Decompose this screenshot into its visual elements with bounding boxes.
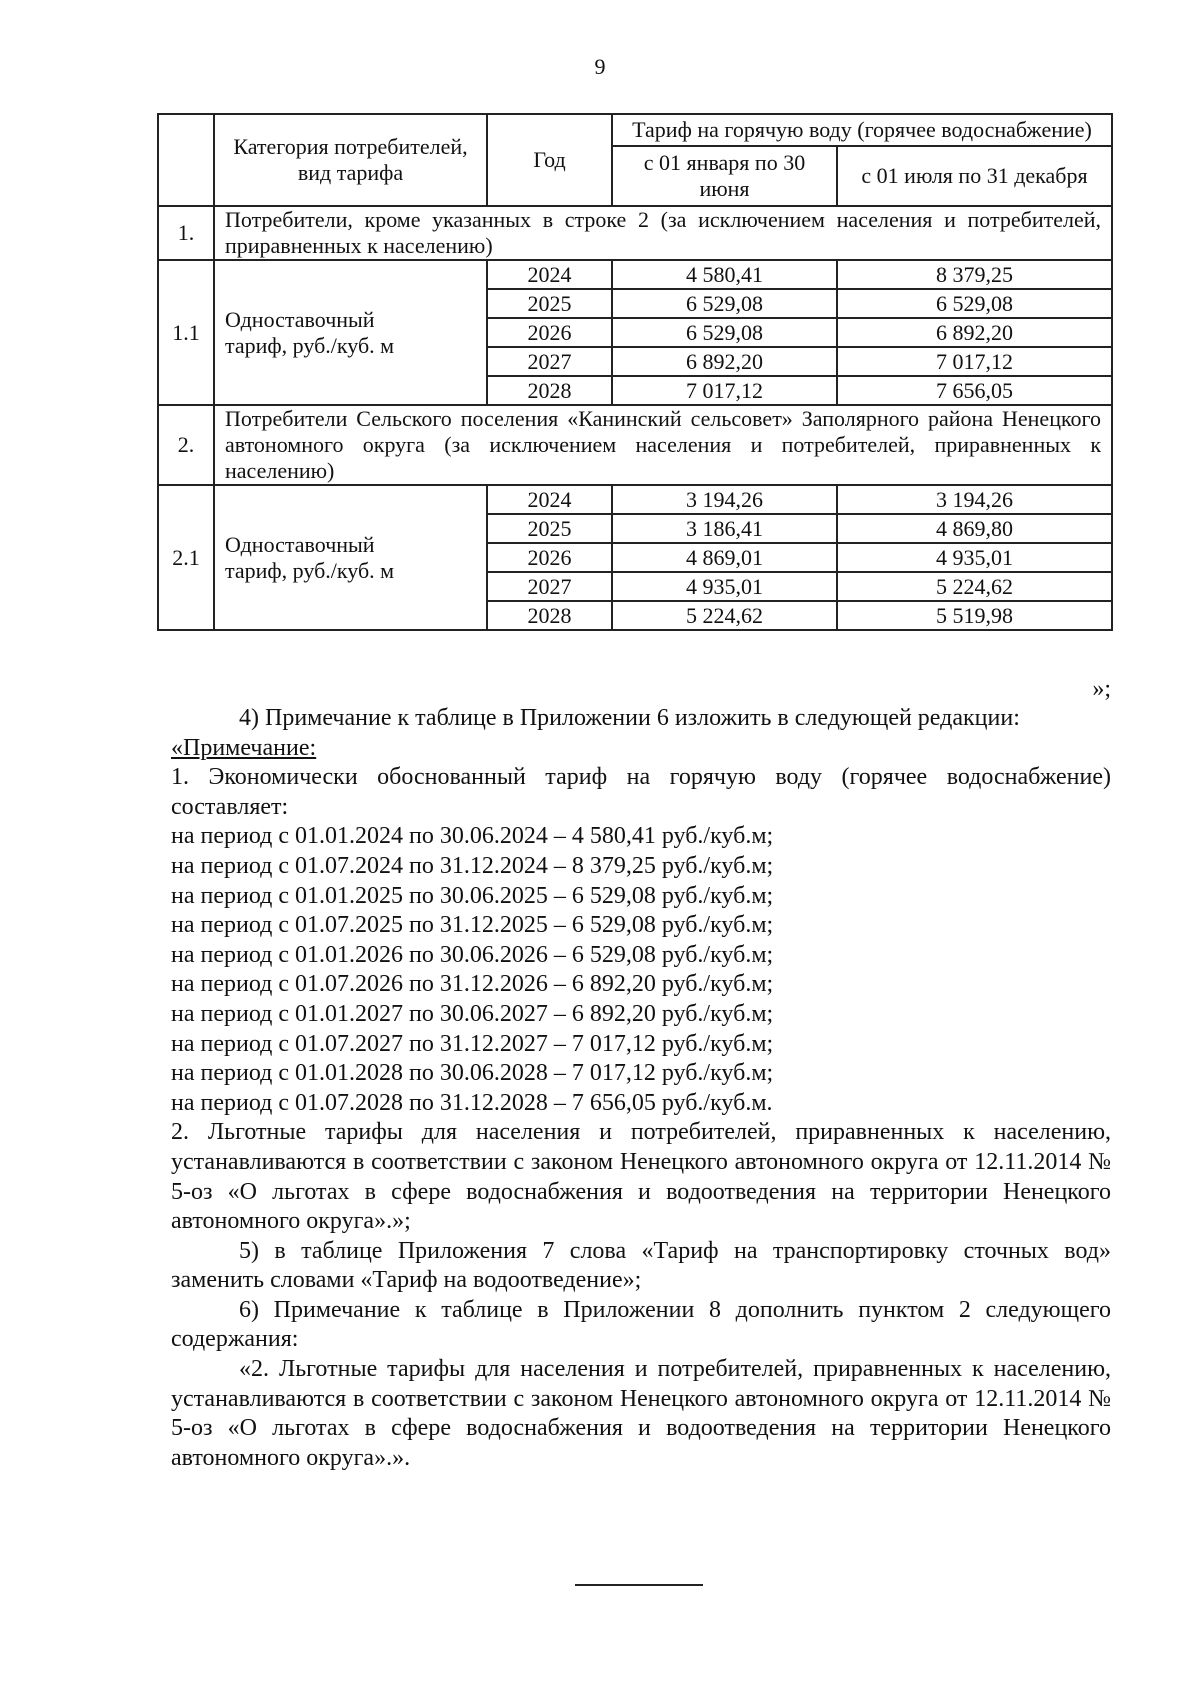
- tariff-value: 5 224,62: [837, 572, 1112, 601]
- period-line: на период с 01.07.2027 по 31.12.2027 – 7 017,12 руб./куб.м;: [171, 1030, 774, 1057]
- period-line: на период с 01.01.2027 по 30.06.2027 – 6 892,20 руб./куб.м;: [171, 1000, 774, 1027]
- table-row: [158, 485, 1112, 514]
- section-title: Потребители Сельского поселения «Канинский сельсовет» Заполярного района Ненецкого автономного округа (за исключением населения и потребителей, приравненных к населению): [214, 405, 1112, 485]
- note-2: 2. Льготные тарифы для населения и потребителей, приравненных к населению, устанавливаются в соответствии с законом Ненецкого автономного округа от 12.11.2014 № 5-оз «О льготах в сфере водоснабжения и водоотведения на территории Ненецкого автономного округа».»;: [171, 1119, 1111, 1235]
- section-number: 1.: [158, 206, 214, 260]
- year-cell: 2026: [487, 543, 612, 572]
- year-cell: 2024: [487, 485, 612, 514]
- tariff-value: 4 869,80: [837, 514, 1112, 543]
- period-list: [171, 822, 1111, 1118]
- note-label: «Примечание:: [171, 734, 317, 761]
- header-tariff-title: Тариф на горячую воду (горячее водоснабжение): [612, 114, 1112, 146]
- item-6: 6) Примечание к таблице в Приложении 8 дополнить пунктом 2 следующего содержания:: [171, 1296, 1111, 1353]
- period-line: на период с 01.01.2026 по 30.06.2026 – 6 529,08 руб./куб.м;: [171, 941, 774, 968]
- note-1: 1. Экономически обоснованный тариф на горячую воду (горячее водоснабжение) составляет:: [171, 764, 1111, 820]
- period-line: на период с 01.07.2028 по 31.12.2028 – 7 656,05 руб./куб.м.: [171, 1089, 773, 1116]
- tariff-value: 6 529,08: [612, 289, 837, 318]
- item-6-quote: «2. Льготные тарифы для населения и потребителей, приравненных к населению, устанавливаются в соответствии с законом Ненецкого автономного округа от 12.11.2014 № 5-оз «О льготах в сфере водоснабжения и водоотведения на территории Ненецкого автономного округа».».: [171, 1356, 1111, 1471]
- tariff-type: Одноставочный тариф, руб./куб. м: [214, 260, 487, 405]
- tariff-value: 5 224,62: [612, 601, 837, 630]
- year-cell: 2028: [487, 601, 612, 630]
- section-title-row: [158, 206, 1112, 260]
- year-cell: 2025: [487, 289, 612, 318]
- period-line: на период с 01.01.2024 по 30.06.2024 – 4 580,41 руб./куб.м;: [171, 823, 774, 850]
- table-row: [158, 260, 1112, 289]
- end-rule: [575, 1584, 703, 1586]
- tariff-value: 6 529,08: [612, 318, 837, 347]
- tariff-value: 5 519,98: [837, 601, 1112, 630]
- period-line: на период с 01.07.2025 по 31.12.2025 – 6 529,08 руб./куб.м;: [171, 912, 774, 939]
- year-cell: 2024: [487, 260, 612, 289]
- tariff-value: 7 017,12: [612, 376, 837, 405]
- tariff-value: 6 529,08: [837, 289, 1112, 318]
- subsection-number: 1.1: [158, 260, 214, 405]
- tariff-value: 6 892,20: [612, 347, 837, 376]
- tariff-value: 8 379,25: [837, 260, 1112, 289]
- section-title: Потребители, кроме указанных в строке 2 (за исключением населения и потребителей, приравненных к населению): [214, 206, 1112, 260]
- year-cell: 2027: [487, 347, 612, 376]
- subsection-number: 2.1: [158, 485, 214, 630]
- year-cell: 2026: [487, 318, 612, 347]
- header-number-cell: [158, 114, 214, 206]
- table-header-row: [158, 114, 1112, 146]
- section-title-row: [158, 405, 1112, 485]
- period-line: на период с 01.07.2024 по 31.12.2024 – 8 379,25 руб./куб.м;: [171, 852, 774, 879]
- period-line: на период с 01.07.2026 по 31.12.2026 – 6 892,20 руб./куб.м;: [171, 971, 774, 998]
- item-4: 4) Примечание к таблице в Приложении 6 изложить в следующей редакции:: [239, 705, 1020, 731]
- closing-quote: »;: [1092, 676, 1111, 702]
- period-line: на период с 01.01.2028 по 30.06.2028 – 7 017,12 руб./куб.м;: [171, 1060, 774, 1087]
- tariff-value: 3 194,26: [837, 485, 1112, 514]
- page-number: 9: [594, 54, 606, 79]
- tariff-table: [157, 113, 1113, 631]
- tariff-value: 7 656,05: [837, 376, 1112, 405]
- tariff-value: 4 580,41: [612, 260, 837, 289]
- year-cell: 2028: [487, 376, 612, 405]
- section-number: 2.: [158, 405, 214, 485]
- tariff-type: Одноставочный тариф, руб./куб. м: [214, 485, 487, 630]
- year-cell: 2027: [487, 572, 612, 601]
- header-category: Категория потребителей, вид тарифа: [214, 114, 487, 206]
- tariff-value: 7 017,12: [837, 347, 1112, 376]
- body-text: [171, 704, 1111, 1473]
- year-cell: 2025: [487, 514, 612, 543]
- tariff-value: 4 935,01: [837, 543, 1112, 572]
- header-period-1: с 01 января по 30 июня: [612, 146, 837, 206]
- tariff-value: 4 935,01: [612, 572, 837, 601]
- header-year: Год: [487, 114, 612, 206]
- header-period-2: с 01 июля по 31 декабря: [837, 146, 1112, 206]
- tariff-value: 4 869,01: [612, 543, 837, 572]
- tariff-value: 6 892,20: [837, 318, 1112, 347]
- tariff-value: 3 186,41: [612, 514, 837, 543]
- tariff-value: 3 194,26: [612, 485, 837, 514]
- item-5: 5) в таблице Приложения 7 слова «Тариф на транспортировку сточных вод» заменить словами «Тариф на водоотведение»;: [171, 1237, 1111, 1294]
- period-line: на период с 01.01.2025 по 30.06.2025 – 6 529,08 руб./куб.м;: [171, 882, 774, 909]
